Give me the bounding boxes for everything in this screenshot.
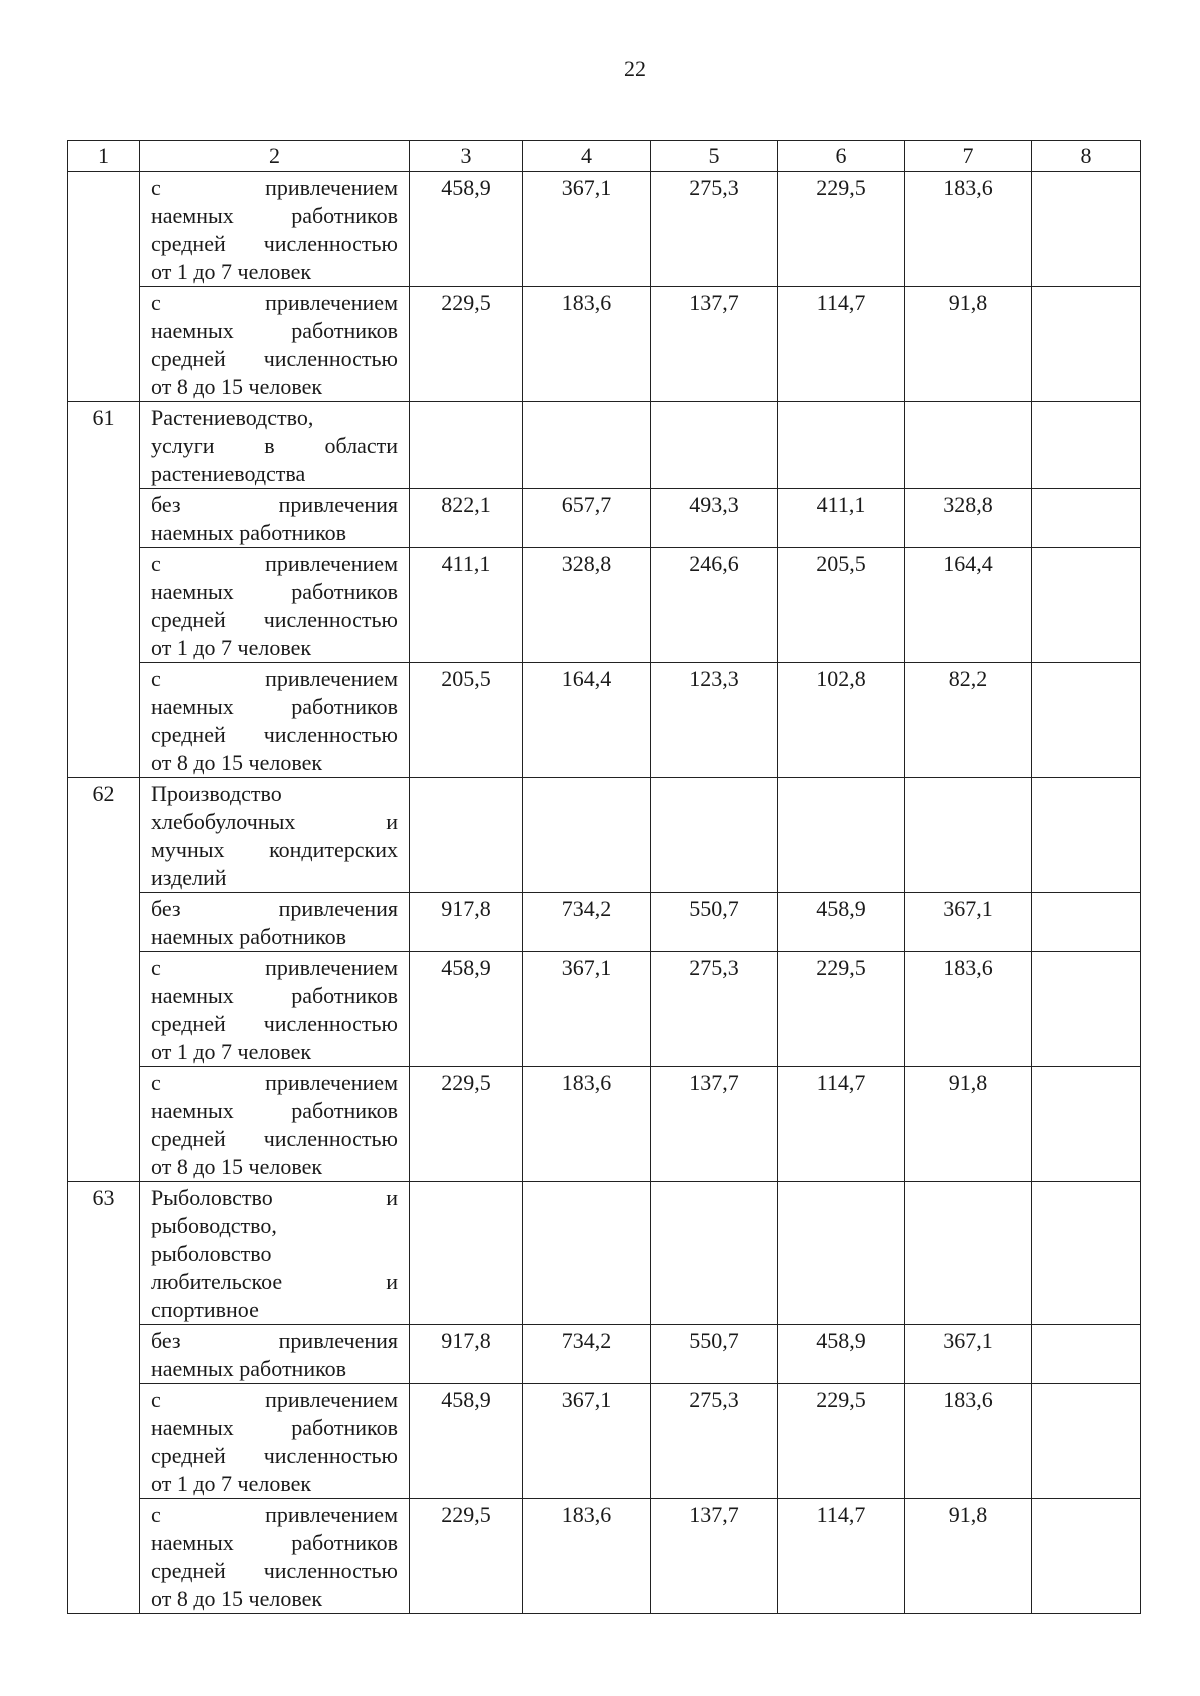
value-cell-col3: 917,8 [410,1325,523,1384]
description-line: от 1 до 7 человек [151,1039,312,1064]
value-cell-col8 [1032,663,1141,778]
row-number-cell [68,489,140,548]
table-row [68,402,1141,489]
description-cell [140,1325,410,1384]
value-cell-col7: 91,8 [905,287,1032,402]
value-cell-col8 [1032,172,1141,287]
description-line: от 8 до 15 человек [151,750,323,775]
description-line: средней численностью [151,231,398,256]
column-header: 6 [778,141,905,172]
description-line: наемных работников [151,318,398,343]
value-cell-col5: 275,3 [651,172,778,287]
value-cell-col7 [905,778,1032,893]
column-header: 8 [1032,141,1141,172]
value-cell-col4: 183,6 [523,287,651,402]
description-line: с привлечением [151,551,398,576]
value-cell-col3: 229,5 [410,1067,523,1182]
page-number: 22 [624,56,646,81]
value-cell-col3: 411,1 [410,548,523,663]
value-cell-col5 [651,1182,778,1325]
value-cell-col5 [651,778,778,893]
value-cell-col8 [1032,1325,1141,1384]
row-number-cell [68,952,140,1067]
value-cell-col7: 91,8 [905,1067,1032,1182]
description-cell [140,663,410,778]
description-cell [140,952,410,1067]
table-row [68,548,1141,663]
table-row [68,1325,1141,1384]
value-cell-col4: 657,7 [523,489,651,548]
value-cell-col6: 229,5 [778,1384,905,1499]
description-cell [140,1067,410,1182]
description-line: наемных работников [151,1098,398,1123]
value-cell-col7 [905,402,1032,489]
description-line: без привлечения [151,896,398,921]
row-number-cell [68,663,140,778]
column-header: 7 [905,141,1032,172]
description-line: без привлечения [151,492,398,517]
value-cell-col7: 183,6 [905,1384,1032,1499]
tariff-table [67,140,1141,1614]
value-cell-col8 [1032,778,1141,893]
value-cell-col5: 550,7 [651,1325,778,1384]
description-cell [140,172,410,287]
row-number-cell [68,1499,140,1614]
description-cell [140,548,410,663]
column-header: 1 [68,141,140,172]
column-header: 5 [651,141,778,172]
description-line: с привлечением [151,1502,398,1527]
value-cell-col5: 123,3 [651,663,778,778]
value-cell-col7: 367,1 [905,1325,1032,1384]
value-cell-col6 [778,1182,905,1325]
description-line: спортивное [151,1297,259,1322]
value-cell-col8 [1032,1067,1141,1182]
table-body [68,141,1141,1614]
value-cell-col7: 183,6 [905,172,1032,287]
value-cell-col6: 458,9 [778,1325,905,1384]
value-cell-col3: 229,5 [410,287,523,402]
value-cell-col8 [1032,1499,1141,1614]
description-line: средней численностью [151,722,398,747]
description-cell [140,402,410,489]
description-line: с привлечением [151,290,398,315]
value-cell-col8 [1032,548,1141,663]
description-line: от 8 до 15 человек [151,1586,323,1611]
value-cell-col6: 114,7 [778,287,905,402]
description-line: от 8 до 15 человек [151,1154,323,1179]
description-line: наемных работников [151,924,347,949]
value-cell-col7: 367,1 [905,893,1032,952]
description-line: средней численностью [151,1011,398,1036]
value-cell-col4: 164,4 [523,663,651,778]
value-cell-col6: 114,7 [778,1499,905,1614]
description-line: рыболовство [151,1241,272,1266]
description-cell [140,489,410,548]
description-line: изделий [151,865,227,890]
value-cell-col4: 328,8 [523,548,651,663]
value-cell-col4: 183,6 [523,1499,651,1614]
value-cell-col4: 734,2 [523,893,651,952]
column-header: 4 [523,141,651,172]
value-cell-col8 [1032,1182,1141,1325]
value-cell-col5: 275,3 [651,952,778,1067]
value-cell-col6: 411,1 [778,489,905,548]
description-cell [140,287,410,402]
value-cell-col5: 246,6 [651,548,778,663]
table-row [68,489,1141,548]
description-line: услуги в области [151,433,398,458]
value-cell-col6: 102,8 [778,663,905,778]
table-row [68,952,1141,1067]
row-number-cell [68,287,140,402]
description-cell [140,1182,410,1325]
description-line: Рыболовство и [151,1185,398,1210]
value-cell-col3 [410,402,523,489]
description-line: от 1 до 7 человек [151,1471,312,1496]
description-line: средней численностью [151,1558,398,1583]
value-cell-col5: 137,7 [651,1067,778,1182]
value-cell-col4: 367,1 [523,952,651,1067]
description-line: средней численностью [151,1443,398,1468]
table-row [68,1182,1141,1325]
table-row [68,778,1141,893]
value-cell-col7: 91,8 [905,1499,1032,1614]
description-line: любительское и [151,1269,398,1294]
value-cell-col4: 734,2 [523,1325,651,1384]
value-cell-col5: 550,7 [651,893,778,952]
value-cell-col6 [778,778,905,893]
description-line: наемных работников [151,1530,398,1555]
value-cell-col6: 458,9 [778,893,905,952]
description-line: рыбоводство, [151,1213,277,1238]
description-line: наемных работников [151,1415,398,1440]
description-line: с привлечением [151,955,398,980]
description-line: наемных работников [151,983,398,1008]
description-cell [140,893,410,952]
value-cell-col8 [1032,287,1141,402]
description-line: растениеводства [151,461,306,486]
row-number-cell [68,1384,140,1499]
value-cell-col5: 493,3 [651,489,778,548]
column-header: 3 [410,141,523,172]
description-line: Растениеводство, [151,405,314,430]
description-line: наемных работников [151,1356,347,1381]
value-cell-col3: 917,8 [410,893,523,952]
table-row [68,663,1141,778]
row-number-cell [68,548,140,663]
value-cell-col6: 205,5 [778,548,905,663]
row-number-cell [68,172,140,287]
value-cell-col8 [1032,893,1141,952]
description-line: наемных работников [151,520,347,545]
value-cell-col7: 183,6 [905,952,1032,1067]
value-cell-col3: 458,9 [410,172,523,287]
column-header: 2 [140,141,410,172]
table-row [68,1067,1141,1182]
description-line: от 1 до 7 человек [151,259,312,284]
value-cell-col4 [523,1182,651,1325]
description-line: средней численностью [151,346,398,371]
value-cell-col3: 822,1 [410,489,523,548]
description-line: наемных работников [151,579,398,604]
description-line: с привлечением [151,666,398,691]
value-cell-col7 [905,1182,1032,1325]
row-number-cell: 63 [68,1182,140,1325]
value-cell-col8 [1032,952,1141,1067]
row-number-cell: 61 [68,402,140,489]
value-cell-col6: 229,5 [778,172,905,287]
description-line: средней численностью [151,607,398,632]
row-number-cell [68,1067,140,1182]
value-cell-col5 [651,402,778,489]
value-cell-col5: 275,3 [651,1384,778,1499]
row-number-cell [68,893,140,952]
value-cell-col8 [1032,489,1141,548]
value-cell-col6 [778,402,905,489]
value-cell-col5: 137,7 [651,1499,778,1614]
value-cell-col7: 328,8 [905,489,1032,548]
description-line: от 8 до 15 человек [151,374,323,399]
value-cell-col4: 367,1 [523,172,651,287]
value-cell-col7: 82,2 [905,663,1032,778]
table-row [68,1499,1141,1614]
table-row [68,1384,1141,1499]
value-cell-col3: 458,9 [410,1384,523,1499]
value-cell-col4: 367,1 [523,1384,651,1499]
value-cell-col3: 205,5 [410,663,523,778]
value-cell-col6: 229,5 [778,952,905,1067]
value-cell-col4: 183,6 [523,1067,651,1182]
table-row [68,893,1141,952]
description-line: мучных кондитерских [151,837,398,862]
description-line: с привлечением [151,1387,398,1412]
header-row [68,141,1141,172]
description-line: наемных работников [151,694,398,719]
description-line: без привлечения [151,1328,398,1353]
description-line: с привлечением [151,1070,398,1095]
value-cell-col8 [1032,402,1141,489]
description-cell [140,1499,410,1614]
description-line: с привлечением [151,175,398,200]
value-cell-col5: 137,7 [651,287,778,402]
value-cell-col3: 458,9 [410,952,523,1067]
value-cell-col6: 114,7 [778,1067,905,1182]
description-line: средней численностью [151,1126,398,1151]
row-number-cell: 62 [68,778,140,893]
value-cell-col3 [410,1182,523,1325]
description-line: Производство [151,781,282,806]
description-cell [140,1384,410,1499]
description-cell [140,778,410,893]
value-cell-col7: 164,4 [905,548,1032,663]
value-cell-col8 [1032,1384,1141,1499]
table-row [68,172,1141,287]
row-number-cell [68,1325,140,1384]
description-line: хлебобулочных и [151,809,398,834]
description-line: от 1 до 7 человек [151,635,312,660]
value-cell-col3: 229,5 [410,1499,523,1614]
table-row [68,287,1141,402]
description-line: наемных работников [151,203,398,228]
value-cell-col3 [410,778,523,893]
value-cell-col4 [523,778,651,893]
value-cell-col4 [523,402,651,489]
